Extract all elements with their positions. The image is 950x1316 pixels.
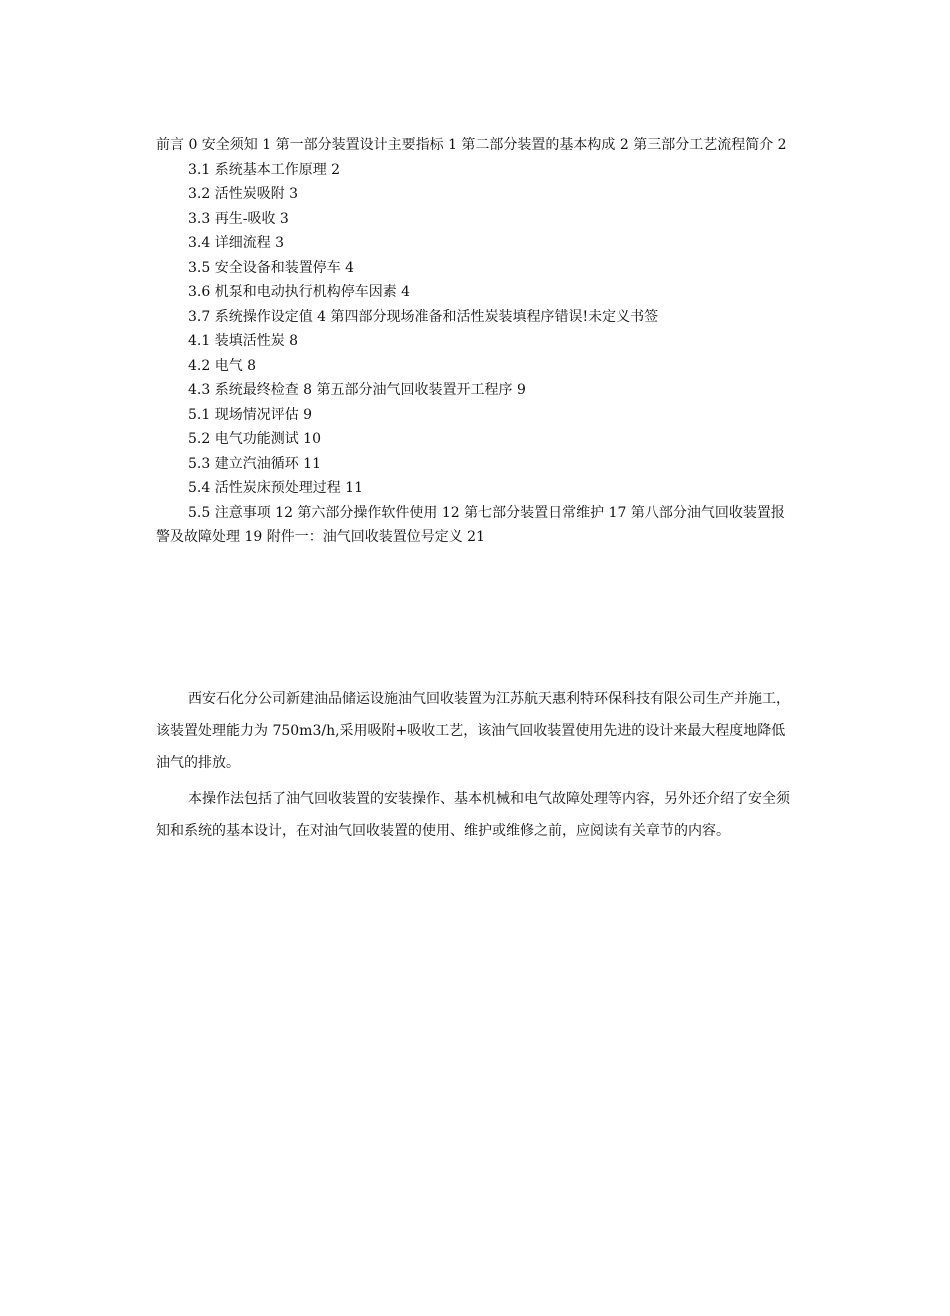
toc-item: 3.7 系统操作设定值 4 第四部分现场准备和活性炭装填程序错误!未定义书签 bbox=[188, 308, 659, 325]
toc-item: 3.5 安全设备和装置停车 4 bbox=[188, 259, 355, 276]
toc-item: 4.1 装填活性炭 8 bbox=[188, 333, 299, 349]
toc-item: 5.3 建立汽油循环 11 bbox=[188, 455, 321, 472]
toc-item: 3.4 详细流程 3 bbox=[188, 235, 285, 251]
toc-item: 3.2 活性炭吸附 3 bbox=[188, 186, 299, 202]
toc-item: 3.6 机泵和电动执行机构停车因素 4 bbox=[188, 284, 411, 300]
toc-item: 5.1 现场情况评估 9 bbox=[188, 406, 313, 423]
paragraph: 本操作法包括了油气回收装置的安装操作、基本机械和电气故障处理等内容，另外还介绍了安全须知和系统的基本设计，在对油气回收装置的使用、维护或维修之前，应阅读有关章节的内容。 bbox=[156, 791, 790, 839]
toc-item: 5.4 活性炭床预处理过程 11 bbox=[188, 480, 363, 496]
toc-item: 4.3 系统最终检查 8 第五部分油气回收装置开工程序 9 bbox=[188, 382, 526, 398]
preface-body bbox=[156, 683, 798, 851]
toc-line-final: 5.5 注意事项 12 第六部分操作软件使用 12 第七部分装置日常维护 17 第八部分油气回收装置报警及故障处理 19 附件一：油气回收装置位号定义 21 bbox=[156, 504, 785, 545]
toc-item: 3.1 系统基本工作原理 2 bbox=[188, 161, 341, 178]
toc-item: 4.2 电气 8 bbox=[188, 357, 257, 374]
paragraph: 西安石化分公司新建油品储运设施油气回收装置为江苏航天惠利特环保科技有限公司生产并施工，该装置处理能力为 750m3/h,采用吸附+吸收工艺，该油气回收装置使用先进的设计来最大程度地降低油气的排放。 bbox=[156, 691, 790, 771]
table-of-contents bbox=[156, 133, 798, 550]
toc-item: 5.2 电气功能测试 10 bbox=[188, 431, 321, 447]
toc-item: 3.3 再生-吸收 3 bbox=[188, 210, 289, 227]
toc-line-intro: 前言 0 安全须知 1 第一部分装置设计主要指标 1 第二部分装置的基本构成 2 第三部分工艺流程简介 2 bbox=[156, 137, 787, 153]
